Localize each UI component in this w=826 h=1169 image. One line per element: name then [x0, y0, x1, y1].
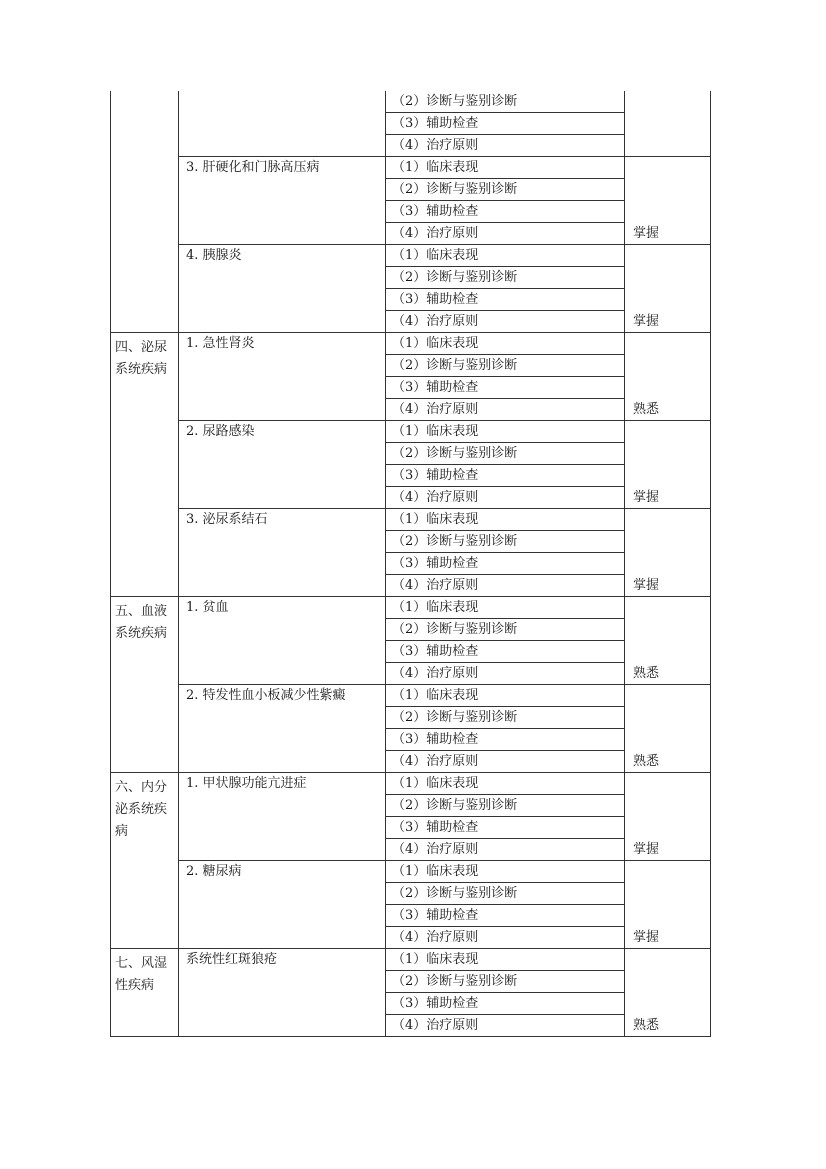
table-row — [111, 245, 711, 267]
disease-cell: 3. 肝硬化和门脉高压病 — [179, 157, 386, 245]
content-item-cell: （1）临床表现 — [386, 157, 625, 179]
disease-cell: 3. 泌尿系结石 — [179, 509, 386, 597]
table-row — [111, 861, 711, 883]
disease-cell: 2. 糖尿病 — [179, 861, 386, 949]
content-item-cell: （1）临床表现 — [386, 773, 625, 795]
table-row — [111, 773, 711, 795]
content-item-cell: （4）治疗原则 — [386, 487, 625, 509]
content-item-cell: （4）治疗原则 — [386, 223, 625, 245]
content-item-cell: （2）诊断与鉴别诊断 — [386, 267, 625, 289]
content-item-cell: （3）辅助检查 — [386, 641, 625, 663]
content-item-cell: （4）治疗原则 — [386, 135, 625, 157]
content-item-cell: （4）治疗原则 — [386, 311, 625, 333]
table-row — [111, 949, 711, 971]
content-item-cell: （3）辅助检查 — [386, 817, 625, 839]
requirement-level-cell: 掌握 — [625, 861, 711, 949]
disease-cell: 4. 胰腺炎 — [179, 245, 386, 333]
syllabus-table — [110, 91, 711, 1037]
disease-cell: 1. 贫血 — [179, 597, 386, 685]
content-item-cell: （3）辅助检查 — [386, 113, 625, 135]
category-cell — [111, 91, 179, 333]
category-cell: 七、风湿性疾病 — [111, 949, 179, 1037]
requirement-level-cell: 掌握 — [625, 773, 711, 861]
disease-cell: 系统性红斑狼疮 — [179, 949, 386, 1037]
content-item-cell: （2）诊断与鉴别诊断 — [386, 883, 625, 905]
requirement-level-cell: 掌握 — [625, 509, 711, 597]
content-item-cell: （1）临床表现 — [386, 245, 625, 267]
disease-cell: 2. 特发性血小板减少性紫癜 — [179, 685, 386, 773]
content-item-cell: （4）治疗原则 — [386, 663, 625, 685]
content-item-cell: （2）诊断与鉴别诊断 — [386, 355, 625, 377]
category-cell: 五、血液系统疾病 — [111, 597, 179, 773]
content-item-cell: （1）临床表现 — [386, 685, 625, 707]
requirement-level-cell: 掌握 — [625, 421, 711, 509]
requirement-level-cell: 掌握 — [625, 157, 711, 245]
requirement-level-cell: 熟悉 — [625, 685, 711, 773]
content-item-cell: （4）治疗原则 — [386, 839, 625, 861]
table-row — [111, 685, 711, 707]
content-item-cell: （2）诊断与鉴别诊断 — [386, 971, 625, 993]
content-item-cell: （3）辅助检查 — [386, 993, 625, 1015]
content-item-cell: （1）临床表现 — [386, 509, 625, 531]
content-item-cell: （3）辅助检查 — [386, 289, 625, 311]
table-row — [111, 509, 711, 531]
disease-cell: 2. 尿路感染 — [179, 421, 386, 509]
content-item-cell: （1）临床表现 — [386, 861, 625, 883]
content-item-cell: （1）临床表现 — [386, 333, 625, 355]
requirement-level-cell: 熟悉 — [625, 597, 711, 685]
disease-cell: 1. 甲状腺功能亢进症 — [179, 773, 386, 861]
content-item-cell: （2）诊断与鉴别诊断 — [386, 91, 625, 113]
syllabus-table-container — [110, 91, 710, 1037]
table-row — [111, 421, 711, 443]
table-row — [111, 157, 711, 179]
content-item-cell: （4）治疗原则 — [386, 1015, 625, 1037]
content-item-cell: （1）临床表现 — [386, 597, 625, 619]
category-cell: 六、内分泌系统疾病 — [111, 773, 179, 949]
category-cell: 四、泌尿系统疾病 — [111, 333, 179, 597]
content-item-cell: （1）临床表现 — [386, 421, 625, 443]
table-row — [111, 333, 711, 355]
content-item-cell: （3）辅助检查 — [386, 905, 625, 927]
content-item-cell: （4）治疗原则 — [386, 751, 625, 773]
disease-cell — [179, 91, 386, 157]
content-item-cell: （3）辅助检查 — [386, 201, 625, 223]
requirement-level-cell: 掌握 — [625, 245, 711, 333]
content-item-cell: （2）诊断与鉴别诊断 — [386, 707, 625, 729]
requirement-level-cell: 熟悉 — [625, 949, 711, 1037]
content-item-cell: （2）诊断与鉴别诊断 — [386, 179, 625, 201]
syllabus-table-body — [111, 91, 711, 1037]
content-item-cell: （2）诊断与鉴别诊断 — [386, 443, 625, 465]
content-item-cell: （4）治疗原则 — [386, 927, 625, 949]
content-item-cell: （2）诊断与鉴别诊断 — [386, 795, 625, 817]
requirement-level-cell: 熟悉 — [625, 333, 711, 421]
table-row — [111, 91, 711, 113]
content-item-cell: （4）治疗原则 — [386, 575, 625, 597]
content-item-cell: （3）辅助检查 — [386, 377, 625, 399]
disease-cell: 1. 急性肾炎 — [179, 333, 386, 421]
content-item-cell: （4）治疗原则 — [386, 399, 625, 421]
table-row — [111, 597, 711, 619]
content-item-cell: （3）辅助检查 — [386, 729, 625, 751]
content-item-cell: （3）辅助检查 — [386, 553, 625, 575]
content-item-cell: （1）临床表现 — [386, 949, 625, 971]
content-item-cell: （2）诊断与鉴别诊断 — [386, 619, 625, 641]
content-item-cell: （2）诊断与鉴别诊断 — [386, 531, 625, 553]
content-item-cell: （3）辅助检查 — [386, 465, 625, 487]
requirement-level-cell — [625, 91, 711, 157]
